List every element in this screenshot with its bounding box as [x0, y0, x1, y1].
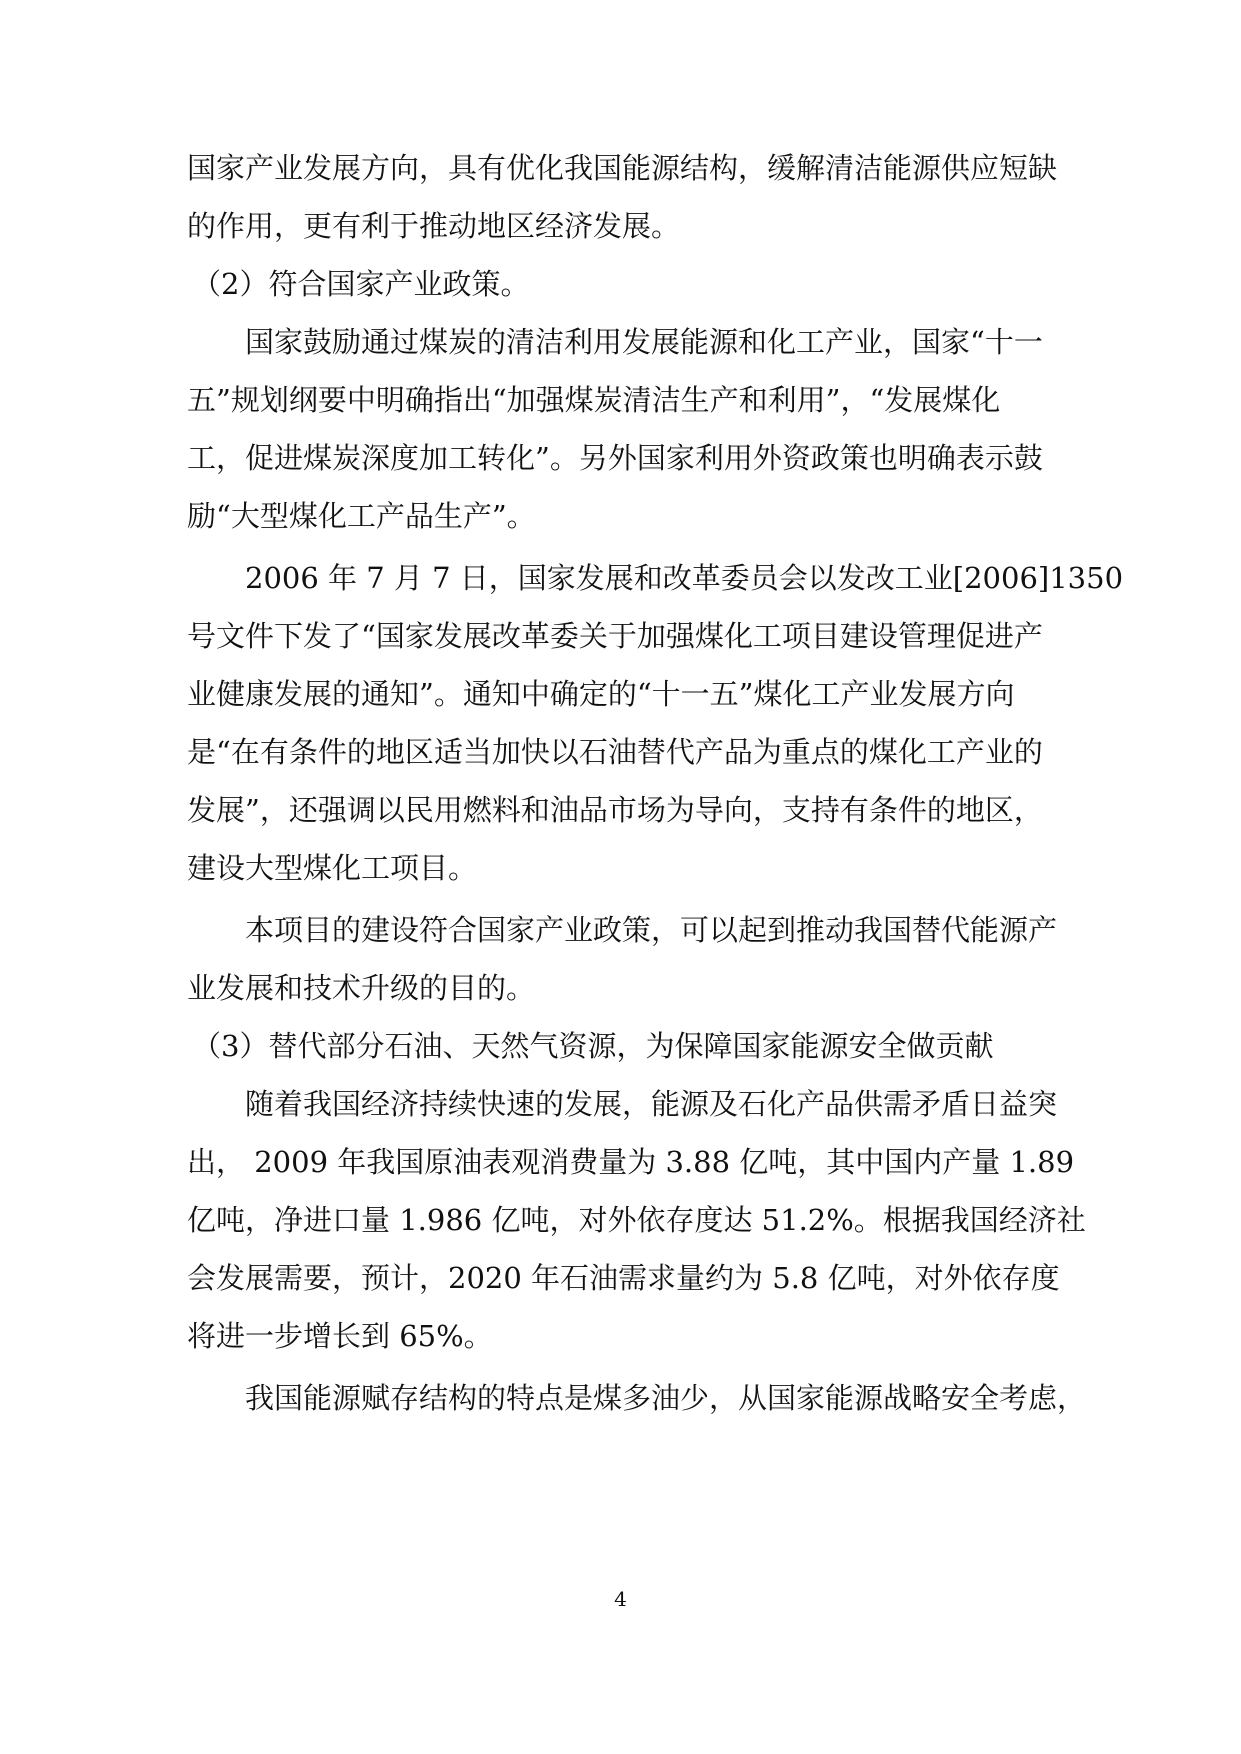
text-line: 2006 年 7 月 7 日，国家发展和改革委员会以发改工业[2006]1350 [245, 561, 1124, 595]
text-line: 会发展需要，预计，2020 年石油需求量约为 5.8 亿吨，对外依存度 [187, 1261, 1060, 1295]
text-line: 国家产业发展方向，具有优化我国能源结构，缓解清洁能源供应短缺 [187, 151, 1058, 185]
section-heading: （3）替代部分石油、天然气资源，为保障国家能源安全做贡献 [192, 1029, 994, 1063]
text-line: 建设大型煤化工项目。 [187, 851, 478, 885]
text-line: 我国能源赋存结构的特点是煤多油少，从国家能源战略安全考虑， [245, 1381, 1087, 1415]
text-line: 国家鼓励通过煤炭的清洁利用发展能源和化工产业，国家“十一 [245, 325, 1043, 359]
text-line: 本项目的建设符合国家产业政策，可以起到推动我国替代能源产 [245, 913, 1058, 947]
text-line: 五”规划纲要中明确指出“加强煤炭清洁生产和利用”，“发展煤化 [187, 383, 1001, 417]
text-line: 业健康发展的通知”。通知中确定的“十一五”煤化工产业发展方向 [187, 677, 1015, 711]
text-line: 业发展和技术升级的目的。 [187, 971, 536, 1005]
text-line: 是“在有条件的地区适当加快以石油替代产品为重点的煤化工产业的 [187, 735, 1043, 769]
text-line: 出， 2009 年我国原油表观消费量为 3.88 亿吨，其中国内产量 1.89 [187, 1145, 1075, 1179]
text-line: 将进一步增长到 65%。 [187, 1319, 493, 1353]
text-line: 号文件下发了“国家发展改革委关于加强煤化工项目建设管理促进产 [187, 619, 1043, 653]
text-line: 亿吨，净进口量 1.986 亿吨，对外依存度达 51.2%。根据我国经济社 [187, 1203, 1086, 1237]
page-number: 4 [614, 1587, 627, 1611]
text-line: 的作用，更有利于推动地区经济发展。 [187, 209, 681, 243]
text-line: 工，促进煤炭深度加工转化”。另外国家利用外资政策也明确表示鼓 [187, 441, 1043, 475]
text-line: 励“大型煤化工产品生产”。 [187, 499, 536, 533]
section-heading: （2）符合国家产业政策。 [192, 267, 530, 301]
text-line: 随着我国经济持续快速的发展，能源及石化产品供需矛盾日益突 [245, 1087, 1058, 1121]
text-line: 发展”，还强调以民用燃料和油品市场为导向，支持有条件的地区， [187, 793, 1043, 827]
